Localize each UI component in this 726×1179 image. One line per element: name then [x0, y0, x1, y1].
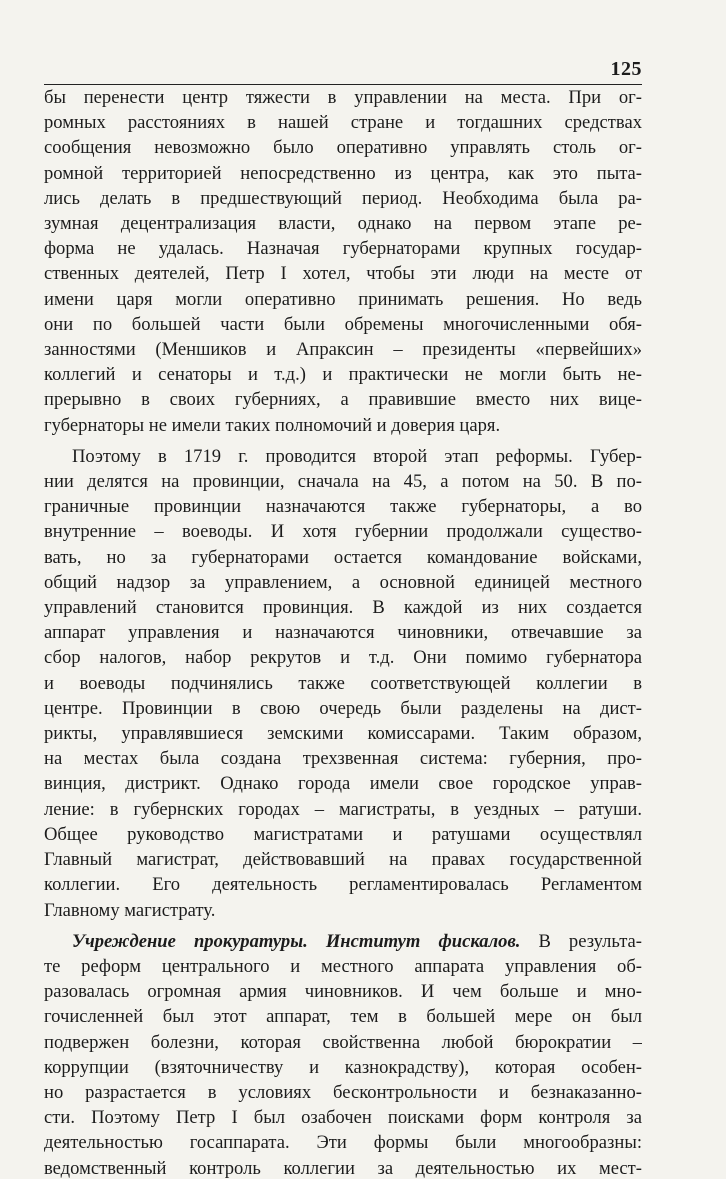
text-line: Поэтому в 1719 г. проводится второй этап реформы. Губер- [72, 445, 642, 467]
text-line: центре. Провинции в свою очередь были разделены на дист- [44, 697, 642, 719]
paragraph-1 [44, 85, 642, 438]
text-line: ромной территорией непосредственно из центра, как это пыта- [44, 162, 642, 184]
text-line: но разрастается в условиях бесконтрольности и безнаказанно- [44, 1081, 642, 1103]
text-line [44, 929, 642, 954]
text-line: лись делать в предшествующий период. Необходима была ра- [44, 187, 642, 209]
text-line: форма не удалась. Назначая губернаторами крупных государ- [44, 238, 642, 260]
page-header [44, 58, 642, 85]
text-line: Общее руководство магистратами и ратушами осуществлял [44, 823, 642, 845]
text-line: винция, дистрикт. Однако города имели свое городское управ- [44, 773, 642, 795]
text-line: коррупции (взяточничеству и казнокрадству), которая особен- [44, 1056, 642, 1078]
text-line: коллегий и сенаторы и т.д.) и практически не могли быть не- [44, 364, 642, 386]
text-line: и воеводы подчинялись также соответствующей коллегии в [44, 672, 642, 694]
text-line: занностями (Меншиков и Апраксин – президенты «первейших» [44, 339, 642, 361]
text-line: Главному магистрату. [44, 899, 216, 921]
text-line: ромных расстояниях в нашей стране и тогдашних средствах [44, 112, 642, 134]
heading-line-rest: В результа- [520, 930, 642, 952]
text-line: коллегии. Его деятельность регламентировалась Регламентом [44, 874, 642, 896]
text-line: сти. Поэтому Петр I был озабочен поисками форм контроля за [44, 1107, 642, 1129]
text-line: ственных деятелей, Петр I хотел, чтобы эти люди на месте от [44, 263, 642, 285]
text-line: они по большей части были обремены многочисленными обя- [44, 313, 642, 335]
text-line: граничные провинции назначаются также губернаторы, а во [44, 496, 642, 518]
text-line: на местах была создана трехзвенная система: губерния, про- [44, 748, 642, 770]
text-line: вать, но за губернаторами остается командование войсками, [44, 546, 642, 568]
text-line: те реформ центрального и местного аппарата управления об- [44, 955, 642, 977]
text-line: сообщения невозможно было оперативно управлять столь ог- [44, 137, 642, 159]
text-line: Главный магистрат, действовавший на правах государственной [44, 849, 642, 871]
text-line: подвержен болезни, которая свойственна любой бюрократии – [44, 1031, 642, 1053]
text-line: управлений становится провинция. В каждой из них создается [44, 597, 642, 619]
text-line: зумная децентрализация власти, однако на первом этапе ре- [44, 213, 642, 235]
text-line: аппарат управления и назначаются чиновники, отвечавшие за [44, 622, 642, 644]
page-number: 125 [610, 58, 642, 80]
text-line: ление: в губернских городах – магистраты, в уездных – ратуши. [44, 798, 642, 820]
text-body [44, 85, 642, 1179]
paragraph-3 [44, 929, 642, 1179]
text-line: общий надзор за управлением, а основной единицей местного [44, 571, 642, 593]
text-line: внутренние – воеводы. И хотя губернии продолжали существо- [44, 521, 642, 543]
text-line: гочисленней был этот аппарат, тем в большей мере он был [44, 1006, 642, 1028]
text-line: прерывно в своих губерниях, а правившие вместо них вице- [44, 389, 642, 411]
text-line: ведомственный контроль коллегии за деятельностью их мест- [44, 1157, 642, 1179]
section-heading: Учреждение прокуратуры. Институт фискалов. [72, 930, 521, 952]
text-line: губернаторы не имели таких полномочий и доверия царя. [44, 414, 501, 436]
text-line: сбор налогов, набор рекрутов и т.д. Они помимо губернатора [44, 647, 642, 669]
paragraph-2 [44, 444, 642, 923]
text-line: рикты, управлявшиеся земскими комиссарами. Таким образом, [44, 723, 642, 745]
text-line: нии делятся на провинции, сначала на 45, а потом на 50. В по- [44, 471, 642, 493]
text-line: разовалась огромная армия чиновников. И чем больше и мно- [44, 981, 642, 1003]
text-line: бы перенести центр тяжести в управлении на места. При ог- [44, 87, 642, 108]
text-line: деятельностью госаппарата. Эти формы были многообразны: [44, 1132, 642, 1154]
text-line: имени царя могли оперативно принимать решения. Но ведь [44, 288, 642, 310]
